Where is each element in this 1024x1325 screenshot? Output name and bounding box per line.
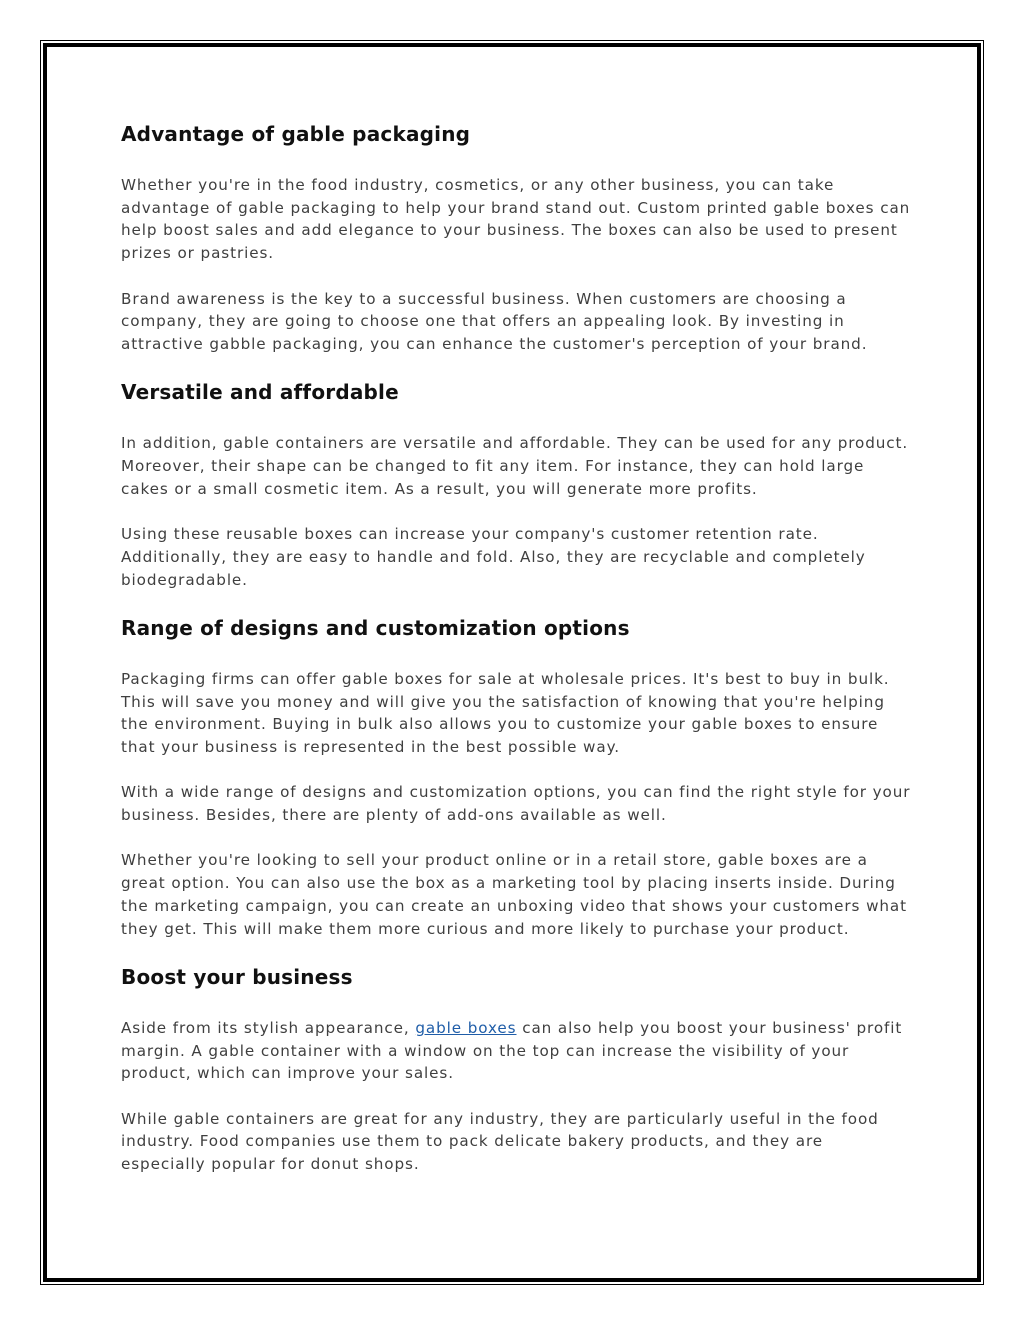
paragraph: In addition, gable containers are versatile and affordable. They can be used for any product. Moreover, their shape can be changed to fit any item. For instance, they can hold large cakes or a small cosmetic item. As a result, you will generate more profits. (121, 434, 909, 498)
section-heading: Range of designs and customization options (121, 615, 630, 640)
paragraph: Packaging firms can offer gable boxes for sale at wholesale prices. It's best to buy in bulk. This will save you money and will give you the satisfaction of knowing that you're helping the environment. Buying in bulk also allows you to customize your gable boxes to ensure that your business is represented in the best possible way. (121, 669, 890, 756)
section-heading: Versatile and affordable (121, 380, 399, 405)
section-advantage (121, 120, 911, 356)
section-heading: Boost your business (121, 964, 353, 989)
document-body (121, 120, 911, 1199)
paragraph: Whether you're looking to sell your product online or in a retail store, gable boxes are a great option. You can also use the box as a marketing tool by placing inserts inside. During the marketing campaign, you can create an unboxing video that shows your customers what they get. This will make them more curious and more likely to purchase your product. (121, 851, 907, 938)
section-versatile (121, 378, 911, 591)
paragraph-with-link (121, 1017, 911, 1085)
paragraph: Brand awareness is the key to a successful business. When customers are choosing a company, they are going to choose one that offers an appealing look. By investing in attractive gabble packaging, you can enhance the customer's perception of your brand. (121, 289, 868, 353)
gable-boxes-link[interactable]: gable boxes (415, 1018, 517, 1037)
paragraph-text-before-link: Aside from its stylish appearance, (121, 1018, 416, 1037)
paragraph: While gable containers are great for any industry, they are particularly useful in the food industry. Food companies use them to pack delicate bakery products, and they are especially popular for donut shops. (121, 1109, 879, 1174)
section-designs (121, 614, 911, 940)
paragraph-text-after-link: can also help you boost your business' profit margin. A gable container with a window on the top can increase the visibility of your product, which can improve your sales. (121, 1018, 903, 1083)
section-boost (121, 963, 911, 1176)
paragraph: With a wide range of designs and customization options, you can find the right style for your business. Besides, there are plenty of add-ons available as well. (121, 783, 911, 825)
paragraph: Whether you're in the food industry, cosmetics, or any other business, you can take advantage of gable packaging to help your brand stand out. Custom printed gable boxes can help boost sales and add elegance to your business. The boxes can also be used to present prizes or pastries. (121, 176, 911, 263)
section-heading: Advantage of gable packaging (121, 122, 471, 146)
paragraph: Using these reusable boxes can increase your company's customer retention rate. Additionally, they are easy to handle and fold. Also, they are recyclable and completely biodegradable. (121, 525, 866, 589)
